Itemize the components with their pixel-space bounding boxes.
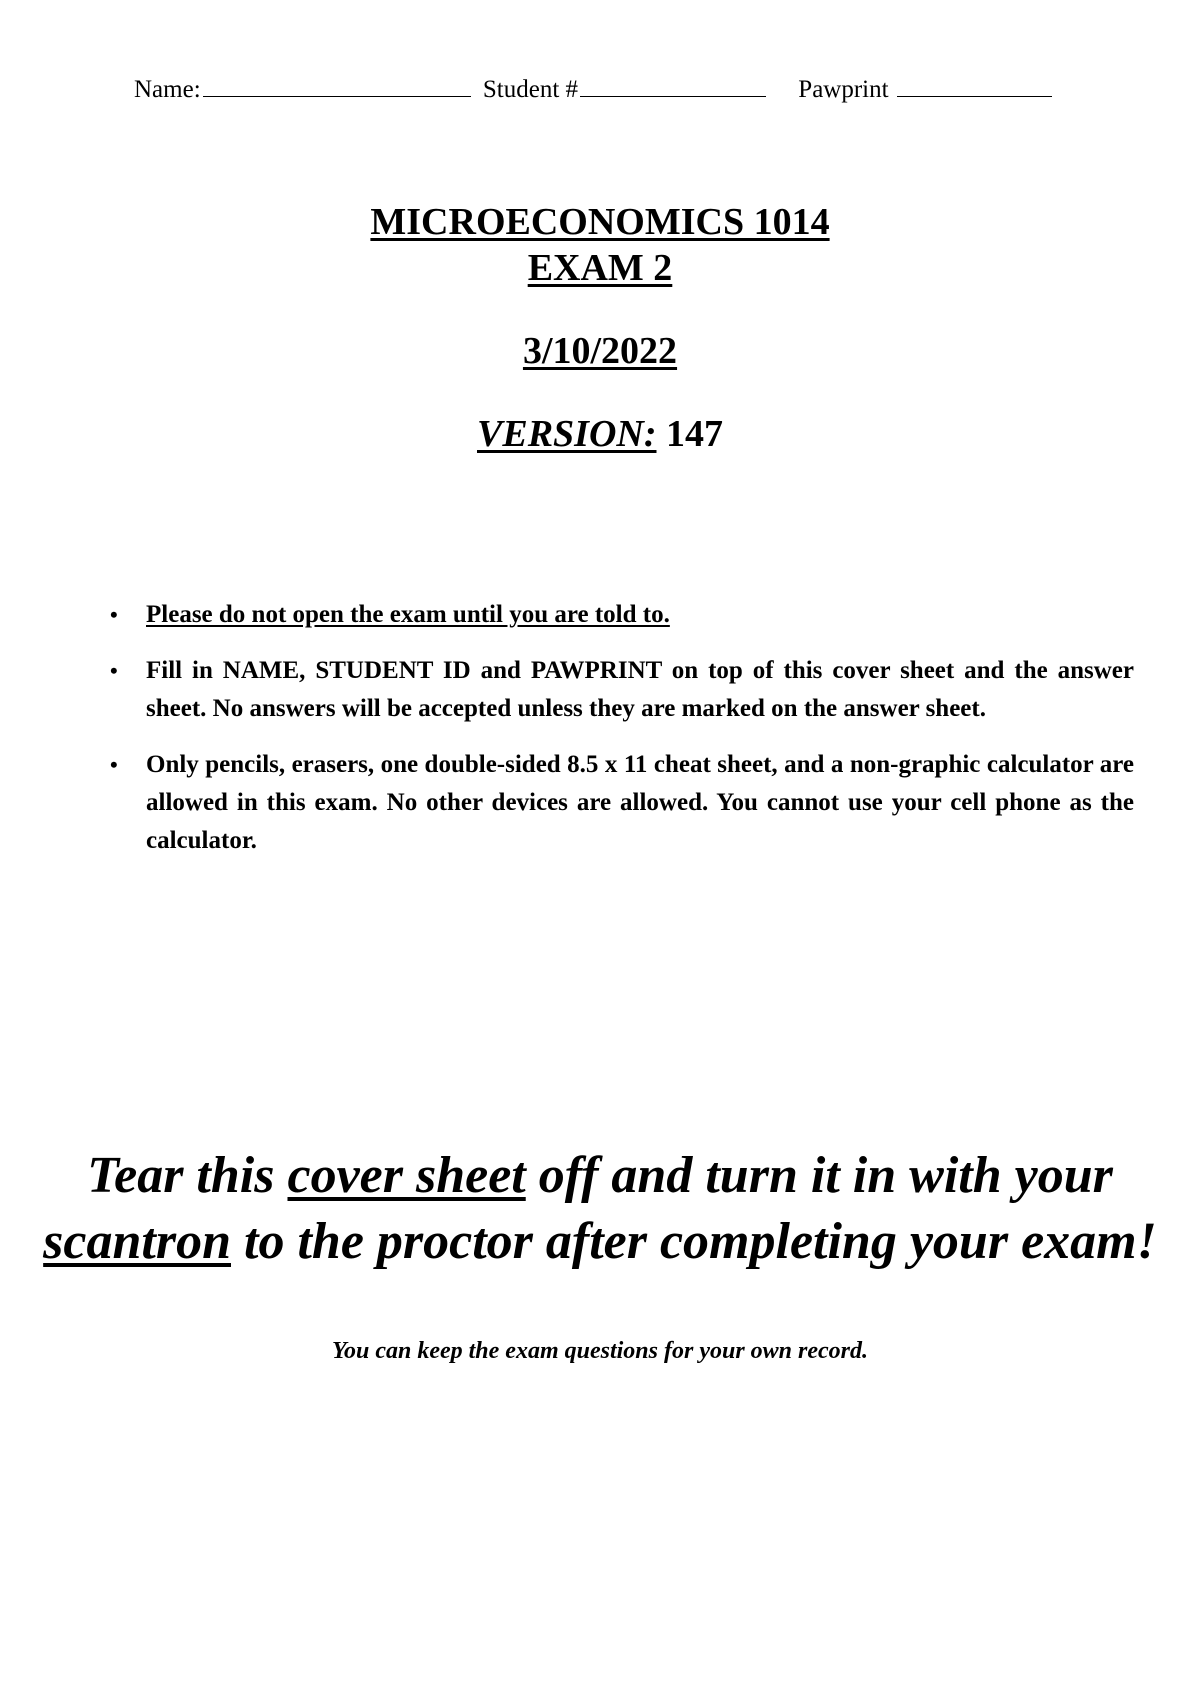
version-line (0, 411, 1200, 457)
name-field (134, 72, 471, 107)
keep-questions-note: You can keep the exam questions for your own record. (331, 1338, 868, 1364)
cover-sheet-emphasis: cover sheet (287, 1147, 526, 1204)
exam-date: 3/10/2022 (522, 330, 678, 372)
bullet-icon: • (110, 752, 118, 777)
tear-off-notice: Tear this cover sheet off and turn it in with your scantron to the proctor after completing your exam! (43, 1147, 1157, 1270)
name-label: Name: (134, 76, 201, 103)
scantron-emphasis: scantron (43, 1213, 231, 1270)
instructions-list (104, 596, 1134, 878)
name-blank-line (203, 72, 471, 97)
instruction-item: • Please do not open the exam until you are told to. (104, 596, 1134, 634)
title-block (0, 199, 1200, 457)
bullet-icon: • (110, 602, 118, 627)
student-info-fields (134, 72, 1094, 107)
bullet-icon: • (110, 658, 118, 683)
course-title: MICROECONOMICS 1014 (370, 201, 830, 243)
instruction-item: • Only pencils, erasers, one double-sided 8.5 x 11 cheat sheet, and a non-graphic calculator are allowed in this exam. No other devices are allowed. You cannot use your cell phone as the calculator. (104, 746, 1134, 860)
version-number: 147 (666, 413, 723, 455)
pawprint-label: Pawprint (798, 76, 889, 103)
pawprint-blank-line (897, 72, 1052, 97)
student-number-blank-line (580, 72, 766, 97)
instruction-item: • Fill in NAME, STUDENT ID and PAWPRINT on top of this cover sheet and the answer sheet. No answers will be accepted unless they are marked on the answer sheet. (104, 652, 1134, 728)
pawprint-field (798, 72, 1051, 107)
student-number-field (483, 72, 766, 107)
exam-title: EXAM 2 (527, 247, 673, 289)
student-number-label: Student # (482, 76, 579, 103)
version-label: VERSION: (477, 413, 657, 455)
